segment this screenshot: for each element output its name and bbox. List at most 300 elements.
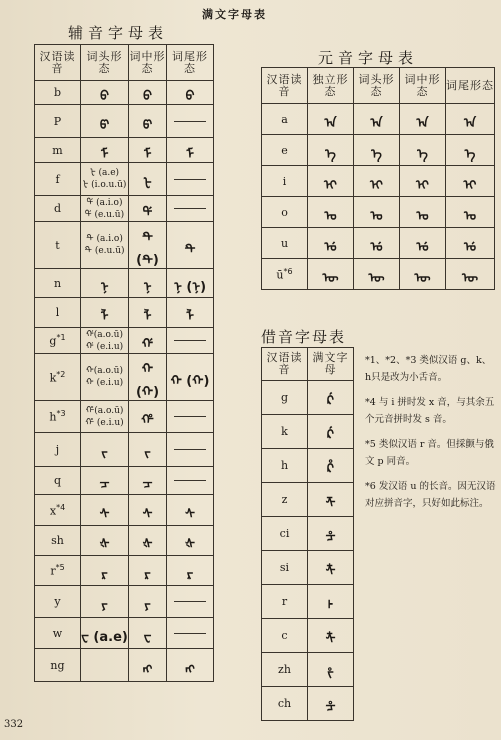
- glyph: ᠣ: [463, 208, 477, 224]
- sound-cell: [262, 483, 308, 517]
- sound-cell: [262, 135, 308, 166]
- sound-label: k: [49, 371, 57, 385]
- sound-cell: [262, 381, 308, 415]
- glyph: ᡠ: [324, 239, 337, 255]
- glyph-cell: [354, 166, 400, 197]
- glyph: ᡬ: [326, 394, 335, 409]
- glyph-cell: [308, 166, 354, 197]
- glyph-cell: [308, 585, 354, 619]
- glyph-cell: [81, 222, 129, 269]
- sound-cell: [35, 467, 81, 495]
- split-forms: [81, 167, 128, 191]
- glyph-cell: [308, 619, 354, 653]
- header-cell: 词尾形态: [167, 45, 214, 81]
- dash-mark: [174, 179, 206, 180]
- sound-cell: [35, 526, 81, 556]
- split-forms: [81, 197, 128, 221]
- sound-cell: [262, 166, 308, 197]
- footnote-mark: *5: [55, 563, 65, 573]
- glyph-cell: [354, 135, 400, 166]
- glyph-cell: [167, 618, 214, 649]
- sound-cell: [262, 585, 308, 619]
- table-row: [35, 354, 214, 401]
- page-number: 332: [4, 719, 24, 730]
- glyph-cell: [308, 517, 354, 551]
- split-forms: [81, 365, 128, 389]
- dash-mark: [174, 480, 206, 481]
- glyph-cell: [129, 649, 167, 682]
- header-cell: 满文字母: [308, 348, 354, 381]
- sound-label: h: [280, 459, 289, 472]
- glyph: ᡩ (e.u.ū): [84, 209, 125, 220]
- glyph-cell: [167, 495, 214, 526]
- glyph: ᡦ: [142, 117, 153, 133]
- glyph-cell: [81, 586, 129, 618]
- consonant-table-body: [35, 81, 214, 682]
- glyph-cell: [167, 298, 214, 328]
- glyph: ᡬ: [326, 428, 335, 443]
- glyph-cell: [308, 551, 354, 585]
- glyph-cell: [129, 618, 167, 649]
- glyph-cell: [446, 104, 495, 135]
- sound-cell: [262, 653, 308, 687]
- footnote: *5 类似汉语 r 音。但採颤与俄文 p 同音。: [365, 439, 494, 467]
- sound-cell: [262, 415, 308, 449]
- table-row: [35, 269, 214, 298]
- glyph-cell: [167, 105, 214, 138]
- sound-cell: [35, 495, 81, 526]
- glyph-cell: [446, 259, 495, 290]
- glyph: ᠠ: [416, 115, 429, 131]
- sound-label: r: [281, 595, 288, 608]
- glyph-cell: [129, 433, 167, 467]
- glyph-cell: [400, 104, 446, 135]
- glyph: ᡥ: [141, 413, 154, 428]
- sound-label: sh: [51, 534, 64, 547]
- footnote-mark: *4: [56, 502, 66, 512]
- glyph: ᡶ (i.o.u.ū): [82, 180, 127, 190]
- dash-mark: [174, 121, 206, 122]
- glyph: ᡵ: [101, 567, 108, 582]
- vowel-header-row: [262, 68, 495, 104]
- glyph: ᡥ(a.o.ū): [85, 405, 124, 416]
- glyph: ᠠ: [370, 115, 383, 131]
- glyph-cell: [129, 354, 167, 401]
- sound-cell: [35, 196, 81, 222]
- loan-table-body: [262, 381, 354, 721]
- table-row: [35, 163, 214, 196]
- glyph-cell: [167, 269, 214, 298]
- header-cell: 汉语读音: [35, 45, 81, 81]
- glyph-cell: [129, 222, 167, 269]
- table-row: [35, 495, 214, 526]
- dash-mark: [174, 416, 206, 417]
- sound-cell: [35, 556, 81, 586]
- glyph-cell: [400, 228, 446, 259]
- glyph: ᠯ: [100, 309, 109, 324]
- glyph: ᠣ: [324, 208, 337, 224]
- sound-cell: [262, 449, 308, 483]
- sound-label: r: [50, 564, 56, 578]
- sound-cell: [35, 269, 81, 298]
- sound-cell: [35, 222, 81, 269]
- glyph-cell: [167, 467, 214, 495]
- glyph: ᠩ: [185, 661, 195, 677]
- glyph-cell: [129, 495, 167, 526]
- sound-label: si: [279, 561, 290, 574]
- sound-label: g: [49, 334, 57, 348]
- table-row: [262, 687, 354, 721]
- consonant-header-row: [35, 45, 214, 81]
- glyph: ᠵ: [101, 446, 108, 461]
- table-row: [35, 196, 214, 222]
- glyph: ᠰ: [142, 506, 153, 522]
- sound-cell: [35, 354, 81, 401]
- glyph: ᡴ (ᡴ): [170, 373, 210, 389]
- sound-cell: [35, 163, 81, 196]
- table-row: [35, 556, 214, 586]
- loan-table-title: 借音字母表: [261, 328, 347, 346]
- glyph-cell: [446, 228, 495, 259]
- loan-header-row: [262, 348, 354, 381]
- sound-label: g: [280, 391, 289, 404]
- glyph-cell: [81, 556, 129, 586]
- header-cell: 词尾形态: [446, 68, 495, 104]
- glyph: ᠠ: [324, 115, 337, 131]
- table-row: [262, 381, 354, 415]
- sound-label: c: [281, 629, 288, 642]
- sound-label: k: [281, 425, 288, 438]
- glyph: ᠣ: [416, 208, 429, 224]
- glyph: ᡝ: [325, 146, 336, 162]
- sound-cell: [262, 551, 308, 585]
- dash-mark: [174, 633, 206, 634]
- footnote-mark: *3: [56, 409, 66, 419]
- glyph-cell: [81, 269, 129, 298]
- glyph-cell: [81, 526, 129, 556]
- glyph-cell: [81, 328, 129, 354]
- sound-label: t: [55, 238, 60, 252]
- sound-cell: [35, 649, 81, 682]
- glyph-cell: [446, 197, 495, 228]
- glyph-cell: [167, 586, 214, 618]
- table-row: [262, 653, 354, 687]
- glyph-cell: [81, 138, 129, 163]
- sound-cell: [35, 105, 81, 138]
- header-cell: 词中形态: [129, 45, 167, 81]
- glyph-cell: [354, 259, 400, 290]
- footnote-mark: *1: [56, 333, 66, 343]
- glyph-cell: [129, 526, 167, 556]
- glyph: ᠪ: [143, 89, 152, 104]
- header-cell: 词头形态: [81, 45, 129, 81]
- table-row: [262, 135, 495, 166]
- table-row: [262, 166, 495, 197]
- glyph-cell: [167, 163, 214, 196]
- sound-label: h: [49, 410, 57, 424]
- glyph-cell: [308, 228, 354, 259]
- sound-cell: [35, 433, 81, 467]
- glyph: ᠩ: [142, 661, 153, 677]
- sound-label: f: [55, 172, 60, 186]
- table-row: [262, 228, 495, 259]
- sound-cell: [35, 618, 81, 649]
- table-row: [35, 298, 214, 328]
- glyph-cell: [308, 259, 354, 290]
- sound-cell: [262, 687, 308, 721]
- glyph: ᡡ: [414, 270, 431, 286]
- table-row: [35, 138, 214, 163]
- glyph-cell: [167, 433, 214, 467]
- glyph: ᡵ: [186, 567, 194, 582]
- glyph: ᠴ: [99, 477, 110, 492]
- sound-cell: [35, 328, 81, 354]
- glyph: ᡱ: [325, 530, 336, 545]
- glyph-cell: [81, 495, 129, 526]
- table-row: [262, 259, 495, 290]
- glyph: ᠮ: [100, 146, 109, 162]
- glyph: ᡱ: [325, 700, 336, 715]
- glyph-cell: [167, 196, 214, 222]
- glyph-cell: [167, 649, 214, 682]
- glyph-cell: [167, 81, 214, 105]
- sound-label: a: [281, 112, 288, 126]
- glyph-cell: [129, 328, 167, 354]
- table-row: [35, 222, 214, 269]
- glyph: ᡧ: [99, 537, 110, 552]
- glyph-cell: [446, 166, 495, 197]
- glyph: ᠰ: [185, 506, 195, 522]
- table-row: [35, 105, 214, 138]
- sound-label: ci: [279, 527, 290, 540]
- glyph: ᡥ (e.i.u): [85, 417, 124, 428]
- glyph-cell: [129, 163, 167, 196]
- consonant-table: [34, 44, 214, 682]
- page-title: 满文字母表: [202, 8, 267, 21]
- table-row: [262, 449, 354, 483]
- glyph-cell: [308, 415, 354, 449]
- dash-mark: [174, 340, 206, 341]
- glyph-cell: [81, 298, 129, 328]
- sound-cell: [262, 517, 308, 551]
- glyph-cell: [129, 138, 167, 163]
- glyph: ᠮ: [186, 146, 194, 162]
- sound-label: j: [55, 443, 60, 456]
- sound-label: m: [52, 143, 63, 157]
- glyph-cell: [354, 228, 400, 259]
- table-row: [35, 467, 214, 495]
- glyph-cell: [167, 401, 214, 433]
- glyph: ᠪ: [100, 89, 109, 104]
- glyph-cell: [308, 381, 354, 415]
- glyph-cell: [129, 105, 167, 138]
- glyph-cell: [129, 81, 167, 105]
- glyph-cell: [81, 354, 129, 401]
- glyph: ᠵ: [144, 446, 151, 461]
- glyph: ᡡ: [322, 270, 339, 286]
- glyph: ᠠ: [463, 115, 477, 131]
- glyph-cell: [81, 433, 129, 467]
- glyph-cell: [129, 269, 167, 298]
- footnotes: [365, 352, 497, 512]
- glyph: ᡨ (ᡨ): [136, 230, 159, 268]
- glyph-cell: [129, 298, 167, 328]
- glyph: ᡳ: [416, 177, 429, 193]
- glyph: ᠯ: [186, 309, 194, 324]
- glyph-cell: [167, 556, 214, 586]
- table-row: [35, 433, 214, 467]
- glyph-cell: [400, 259, 446, 290]
- footnote-mark: *2: [56, 369, 66, 379]
- glyph: ᡝ: [371, 146, 382, 162]
- glyph: ᡠ: [416, 239, 429, 255]
- split-forms: [81, 329, 128, 353]
- glyph: ᠪ: [185, 89, 195, 104]
- glyph: ᡭ: [326, 462, 335, 477]
- glyph: ᡯ: [325, 496, 336, 511]
- header-cell: 汉语读音: [262, 348, 308, 381]
- glyph: ᡮ: [325, 564, 336, 579]
- glyph: ᡠ: [370, 239, 383, 255]
- header-cell: 汉语读音: [262, 68, 308, 104]
- glyph: ᡩ (a.i.o): [86, 197, 123, 208]
- glyph-cell: [167, 328, 214, 354]
- table-row: [35, 586, 214, 618]
- glyph-cell: [81, 618, 129, 649]
- glyph: ᡴ (ᡴ): [135, 362, 160, 400]
- glyph: ᠨ: [143, 279, 152, 295]
- glyph: ᡶ: [143, 175, 152, 191]
- glyph: ᡨ: [184, 241, 196, 257]
- table-row: [262, 551, 354, 585]
- glyph: ᠮ: [143, 146, 152, 162]
- table-row: [262, 585, 354, 619]
- sound-label: w: [52, 626, 63, 640]
- glyph: ᡮ: [325, 632, 336, 647]
- glyph-cell: [308, 483, 354, 517]
- table-row: [262, 517, 354, 551]
- table-row: [35, 401, 214, 433]
- glyph-cell: [400, 197, 446, 228]
- glyph-cell: [308, 197, 354, 228]
- glyph-cell: [129, 467, 167, 495]
- sound-label: x: [49, 504, 57, 518]
- glyph: ᡡ: [368, 270, 385, 286]
- sound-label: y: [54, 595, 61, 608]
- split-forms: [81, 233, 128, 257]
- footnote: *6 发汉语 u 的长音。因无汉语对应拼音字，只好如此标注。: [365, 481, 496, 509]
- glyph: ᠨ: [100, 279, 109, 295]
- sound-label: d: [53, 202, 62, 215]
- glyph-cell: [308, 104, 354, 135]
- glyph: ᡤ: [141, 337, 154, 352]
- glyph: ᡩ: [142, 205, 153, 220]
- sound-label: o: [281, 205, 288, 219]
- glyph: ᡝ: [464, 146, 476, 162]
- glyph-cell: [354, 104, 400, 135]
- sound-label: z: [281, 493, 288, 506]
- sound-cell: [262, 259, 308, 290]
- consonant-table-title: 辅音字母表: [68, 24, 169, 42]
- table-row: [262, 619, 354, 653]
- table-row: [262, 104, 495, 135]
- glyph-cell: [400, 166, 446, 197]
- glyph-cell: [129, 556, 167, 586]
- glyph-cell: [81, 163, 129, 196]
- glyph-cell: [167, 526, 214, 556]
- footnote-mark: *6: [283, 266, 293, 276]
- dash-mark: [174, 208, 206, 209]
- glyph-cell: [167, 138, 214, 163]
- table-row: [35, 618, 214, 649]
- glyph: ᡨ (e.u.ū): [84, 246, 125, 256]
- sound-label: ū: [276, 268, 284, 282]
- header-cell: 词中形态: [400, 68, 446, 104]
- split-forms: [81, 405, 128, 429]
- glyph: ᠣ: [370, 208, 383, 224]
- glyph: ᡤ (e.i.u): [85, 341, 124, 352]
- sound-label: q: [53, 474, 62, 487]
- sound-cell: [35, 138, 81, 163]
- loan-table: [261, 347, 354, 721]
- glyph: ᡝ: [417, 146, 428, 162]
- sound-cell: [35, 81, 81, 105]
- glyph-cell: [167, 222, 214, 269]
- glyph: ᡳ: [370, 177, 383, 193]
- glyph: ᡡ: [461, 270, 479, 286]
- sound-cell: [262, 104, 308, 135]
- glyph: ᡧ: [142, 537, 153, 552]
- glyph-cell: [81, 81, 129, 105]
- glyph-cell: [308, 653, 354, 687]
- glyph-cell: [400, 135, 446, 166]
- dash-mark: [174, 449, 206, 450]
- sound-cell: [35, 401, 81, 433]
- sound-cell: [262, 228, 308, 259]
- sound-cell: [35, 586, 81, 618]
- table-row: [35, 649, 214, 682]
- glyph: ᡨ (a.i.o): [86, 234, 123, 244]
- glyph: ᠰ: [99, 506, 110, 522]
- table-row: [262, 197, 495, 228]
- glyph-cell: [129, 401, 167, 433]
- table-row: [35, 81, 214, 105]
- table-row: [262, 483, 354, 517]
- glyph-cell: [167, 354, 214, 401]
- dash-mark: [174, 601, 206, 602]
- header-cell: 词头形态: [354, 68, 400, 104]
- glyph-cell: [81, 649, 129, 682]
- glyph: ᠴ: [142, 477, 153, 492]
- glyph: ᡤ(a.o.ū): [86, 329, 123, 340]
- table-row: [35, 526, 214, 556]
- glyph-cell: [81, 196, 129, 222]
- sound-label: b: [53, 86, 62, 99]
- glyph: ᠨ (ᠨ): [173, 279, 207, 295]
- glyph-cell: [308, 449, 354, 483]
- glyph: ᡧ: [185, 537, 195, 552]
- glyph: ᠸ: [143, 629, 152, 645]
- vowel-table: [261, 67, 495, 290]
- glyph-cell: [81, 467, 129, 495]
- sound-label: i: [282, 174, 287, 188]
- sound-label: l: [55, 306, 60, 319]
- glyph: ᡵ: [144, 567, 151, 582]
- footnote: *1、*2、*3 类似汉语 g、k、h只是改为小舌音。: [365, 355, 492, 383]
- sound-label: ng: [50, 658, 65, 672]
- glyph: ᠶ: [144, 598, 151, 613]
- table-row: [35, 328, 214, 354]
